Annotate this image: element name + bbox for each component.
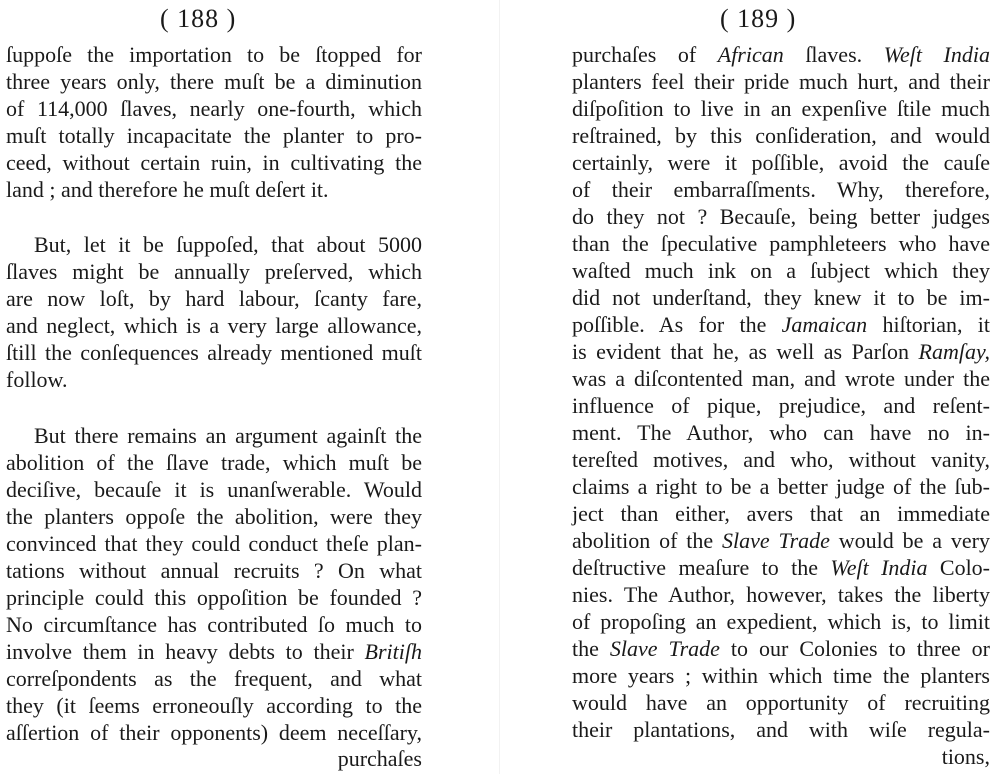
text-line: ject than either, avers that an immediate (572, 501, 990, 526)
italic-run: Slave Trade (609, 636, 720, 661)
italic-run: Britiſh (364, 639, 422, 664)
text-line: abolition of the ſlave trade, which muſt be (6, 450, 422, 475)
text-line: do they not ? Becauſe, being better judges (572, 204, 990, 229)
text-run: hiſtorian, it (882, 312, 991, 337)
text-line: deciſive, becauſe it is unanſwerable. Would (6, 477, 422, 502)
text-line: was a diſcontented man, and wrote under the (572, 366, 990, 391)
italic-run: Jamaican (781, 312, 868, 337)
text-line: convinced that they could conduct theſe plan- (6, 531, 422, 556)
text-run: purchaſes of (572, 42, 697, 67)
text-line: of their embarraſſments. Why, therefore, (572, 177, 990, 202)
text-line: ment. The Author, who can have no in- (572, 420, 990, 445)
text-run: ſlaves. (805, 42, 863, 67)
text-line: the planters oppoſe the abolition, were they (6, 504, 422, 529)
text-line: and neglect, which is a very large allowance, (6, 313, 422, 338)
text-line: more years ; within which time the planters (572, 663, 990, 688)
text-line: would have an opportunity of recruiting (572, 690, 990, 715)
catchword: tions, (941, 744, 990, 769)
text-line: ſtill the conſequences already mentioned muſt (6, 340, 422, 365)
text-line (572, 555, 990, 581)
text-run: abolition of the (572, 528, 714, 553)
text-line: ceed, without certain ruin, in cultivating the (6, 150, 422, 175)
text-line: are now loſt, by hard labour, ſcanty fare, (6, 286, 422, 311)
italic-run: Slave Trade (722, 528, 830, 553)
text-line: planters feel their pride much hurt, and their (572, 69, 990, 94)
italic-run: Weſt India (883, 42, 990, 67)
text-line: tereſted motives, and who, without vanity, (572, 447, 990, 472)
text-line: of 114,000 ſlaves, nearly one-fourth, which (6, 96, 422, 121)
text-line (572, 339, 990, 365)
italic-run: Ramſay, (918, 339, 990, 364)
text-line: certainly, were it poſſible, avoid the cauſe (572, 150, 990, 175)
text-line: ſlaves might be annually preſerved, which (6, 259, 422, 284)
text-line: principle could this oppoſition be founded ? (6, 585, 422, 610)
text-line: correſpondents as the frequent, and what (6, 666, 422, 691)
text-line: land ; and therefore he muſt deſert it. (6, 177, 329, 202)
text-run: to our Colonies to three or (730, 636, 991, 661)
text-line (572, 312, 990, 338)
text-line: But, let it be ſuppoſed, that about 5000 (34, 232, 422, 257)
text-line: nies. The Author, however, takes the liberty (572, 582, 990, 607)
text-line: influence of pique, prejudice, and reſent- (572, 393, 990, 418)
text-run: the (572, 636, 599, 661)
text-run: poſſible. As for the (572, 312, 767, 337)
text-line (572, 528, 990, 554)
italic-run: African (717, 42, 784, 67)
text-line: muſt totally incapacitate the planter to pro- (6, 123, 422, 148)
text-line: of propoſing an expedient, which is, to limit (572, 609, 990, 634)
text-line: three years only, there muſt be a diminution (6, 69, 422, 94)
text-line: reſtrained, by this conſideration, and would (572, 123, 990, 148)
text-run: deſtructive meaſure to the (572, 555, 819, 580)
text-run: is evident that he, as well as Parſon (572, 339, 910, 364)
text-line: No circumſtance has contributed ſo much to (6, 612, 422, 637)
right-page (500, 0, 1000, 774)
text-run: involve them in heavy debts to their (6, 639, 354, 664)
text-line: But there remains an argument againſt the (34, 423, 422, 448)
text-line: than the ſpeculative pamphleteers who have (572, 231, 990, 256)
text-line: follow. (6, 367, 68, 392)
text-line: claims a right to be a better judge of the ſub- (572, 474, 990, 499)
text-line: diſpoſition to live in an expenſive ſtile much (572, 96, 990, 121)
text-line: waſted much ink on a ſubject which they (572, 258, 990, 283)
text-line: aſſertion of their opponents) deem neceſſary, (6, 720, 422, 745)
text-line: tations without annual recruits ? On what (6, 558, 422, 583)
catchword: purchaſes (337, 746, 422, 771)
italic-run: Weſt India (830, 555, 928, 580)
text-run: Colo- (939, 555, 991, 580)
text-line (572, 636, 990, 662)
text-line: ſuppoſe the importation to be ſtopped for (6, 42, 422, 67)
text-line: their plantations, and with wiſe regula- (572, 717, 990, 742)
page-number-left: ( 188 ) (160, 4, 237, 33)
text-line: they (it ſeems erroneouſly according to the (6, 693, 422, 718)
text-line (6, 639, 422, 665)
text-run: would be a very (838, 528, 990, 553)
text-line: did not underſtand, they knew it to be im- (572, 285, 990, 310)
page-number-right: ( 189 ) (720, 4, 797, 33)
text-line (572, 42, 990, 68)
